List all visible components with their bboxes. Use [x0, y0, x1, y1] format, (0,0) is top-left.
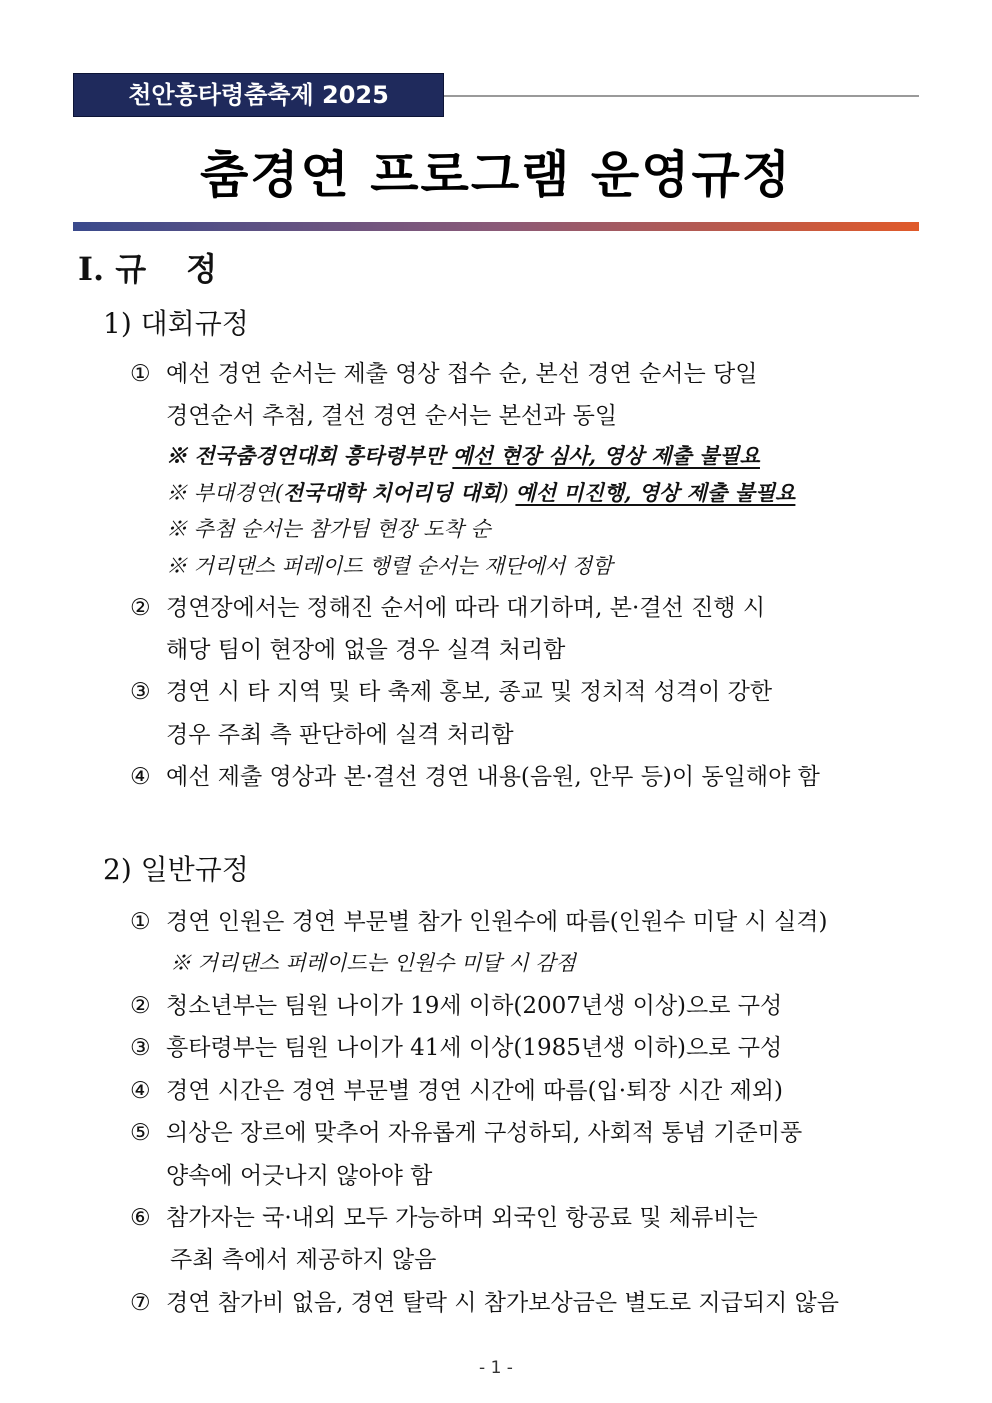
note-text-close: ) — [500, 481, 509, 505]
note-mark: ※ — [166, 481, 187, 505]
rule-number: ④ — [130, 1078, 151, 1104]
general-rule-6-cont: 주최 측에서 제공하지 않음 — [170, 1247, 437, 1273]
document-title: 춤경연 프로그램 운영규정 — [199, 146, 793, 204]
festival-tag: 천안흥타령춤축제 2025 — [73, 73, 444, 117]
rule-text: 예선 경연 순서는 제출 영상 접수 순, 본선 경연 순서는 당일 — [166, 361, 758, 387]
rule-number: ② — [130, 595, 151, 621]
rule-number: ⑤ — [130, 1120, 151, 1146]
rule-number: ⑥ — [130, 1205, 151, 1231]
section-title-a: 규 — [115, 250, 147, 288]
rule-text: 경연 인원은 경연 부문별 참가 인원수에 따름(인원수 미달 시 실격) — [166, 909, 828, 935]
rule-number: ① — [130, 909, 151, 935]
header-rule — [444, 95, 919, 97]
note-parade-penalty: ※ 거리댄스 퍼레이드는 인원수 미달 시 감점 — [170, 951, 576, 975]
general-rule-6 — [130, 1199, 758, 1232]
note-emphasis: 예선 현장 심사, 영상 제출 불필요 — [452, 443, 760, 468]
title-gradient-bar — [73, 222, 919, 231]
competition-rules-heading: 1) 대회규정 — [103, 307, 249, 340]
note-mark: ※ — [166, 443, 187, 468]
rule-text: 경연 시 타 지역 및 타 축제 홍보, 종교 및 정치적 성격이 강한 — [166, 679, 773, 705]
note-text: 전국춤경연대회 흥타령부만 — [194, 443, 446, 468]
rule-number: ⑦ — [130, 1290, 151, 1316]
note-side-competition — [166, 477, 795, 507]
note-heungtaryeong — [166, 440, 760, 470]
general-rule-4 — [130, 1072, 783, 1105]
page-number: - 1 - — [479, 1358, 513, 1378]
competition-rule-4 — [130, 758, 820, 791]
general-rules-heading: 2) 일반규정 — [103, 853, 249, 886]
competition-rule-3 — [130, 673, 772, 706]
section-number: Ⅰ. — [78, 250, 105, 288]
rule-number: ④ — [130, 764, 151, 790]
competition-rule-3-cont: 경우 주최 측 판단하에 실격 처리함 — [166, 722, 514, 748]
general-rule-3 — [130, 1029, 782, 1062]
section-title-b: 정 — [186, 250, 218, 288]
general-rule-5-cont: 양속에 어긋나지 않아야 함 — [166, 1163, 433, 1189]
rule-text: 참가자는 국·내외 모두 가능하며 외국인 항공료 및 체류비는 — [166, 1205, 758, 1231]
general-rule-5 — [130, 1114, 802, 1147]
note-draw-order: ※ 추첨 순서는 참가팀 현장 도착 순 — [166, 517, 491, 541]
general-rule-1 — [130, 903, 827, 936]
rule-text: 흥타령부는 팀원 나이가 41세 이상(1985년생 이하)으로 구성 — [166, 1035, 783, 1061]
competition-rule-2-cont: 해당 팀이 현장에 없을 경우 실격 처리함 — [166, 637, 566, 663]
competition-rule-1 — [130, 355, 757, 388]
rule-text: 경연 시간은 경연 부문별 경연 시간에 따름(입·퇴장 시간 제외) — [166, 1078, 783, 1104]
rule-number: ③ — [130, 1035, 151, 1061]
rule-text: 경연 참가비 없음, 경연 탈락 시 참가보상금은 별도로 지급되지 않음 — [166, 1290, 839, 1316]
competition-rule-2 — [130, 589, 765, 622]
general-rule-2 — [130, 987, 782, 1020]
note-text: 부대경연( — [193, 481, 284, 505]
rule-number: ① — [130, 361, 151, 387]
rule-text: 경연장에서는 정해진 순서에 따라 대기하며, 본·결선 진행 시 — [166, 595, 766, 621]
competition-rule-1-cont: 경연순서 추첨, 결선 경연 순서는 본선과 동일 — [166, 403, 618, 429]
general-rule-7 — [130, 1284, 839, 1317]
note-bold: 전국대학 치어리딩 대회 — [283, 480, 501, 505]
rule-text: 예선 제출 영상과 본·결선 경연 내용(음원, 안무 등)이 동일해야 함 — [166, 764, 820, 790]
rule-text: 의상은 장르에 맞추어 자유롭게 구성하되, 사회적 통념 기준미풍 — [166, 1120, 803, 1146]
rule-text: 청소년부는 팀원 나이가 19세 이하(2007년생 이상)으로 구성 — [166, 993, 783, 1019]
note-parade-order: ※ 거리댄스 퍼레이드 행렬 순서는 재단에서 정함 — [166, 554, 613, 578]
section-heading — [78, 244, 217, 290]
rule-number: ② — [130, 993, 151, 1019]
rule-number: ③ — [130, 679, 151, 705]
note-emphasis: 예선 미진행, 영상 제출 불필요 — [515, 480, 796, 505]
